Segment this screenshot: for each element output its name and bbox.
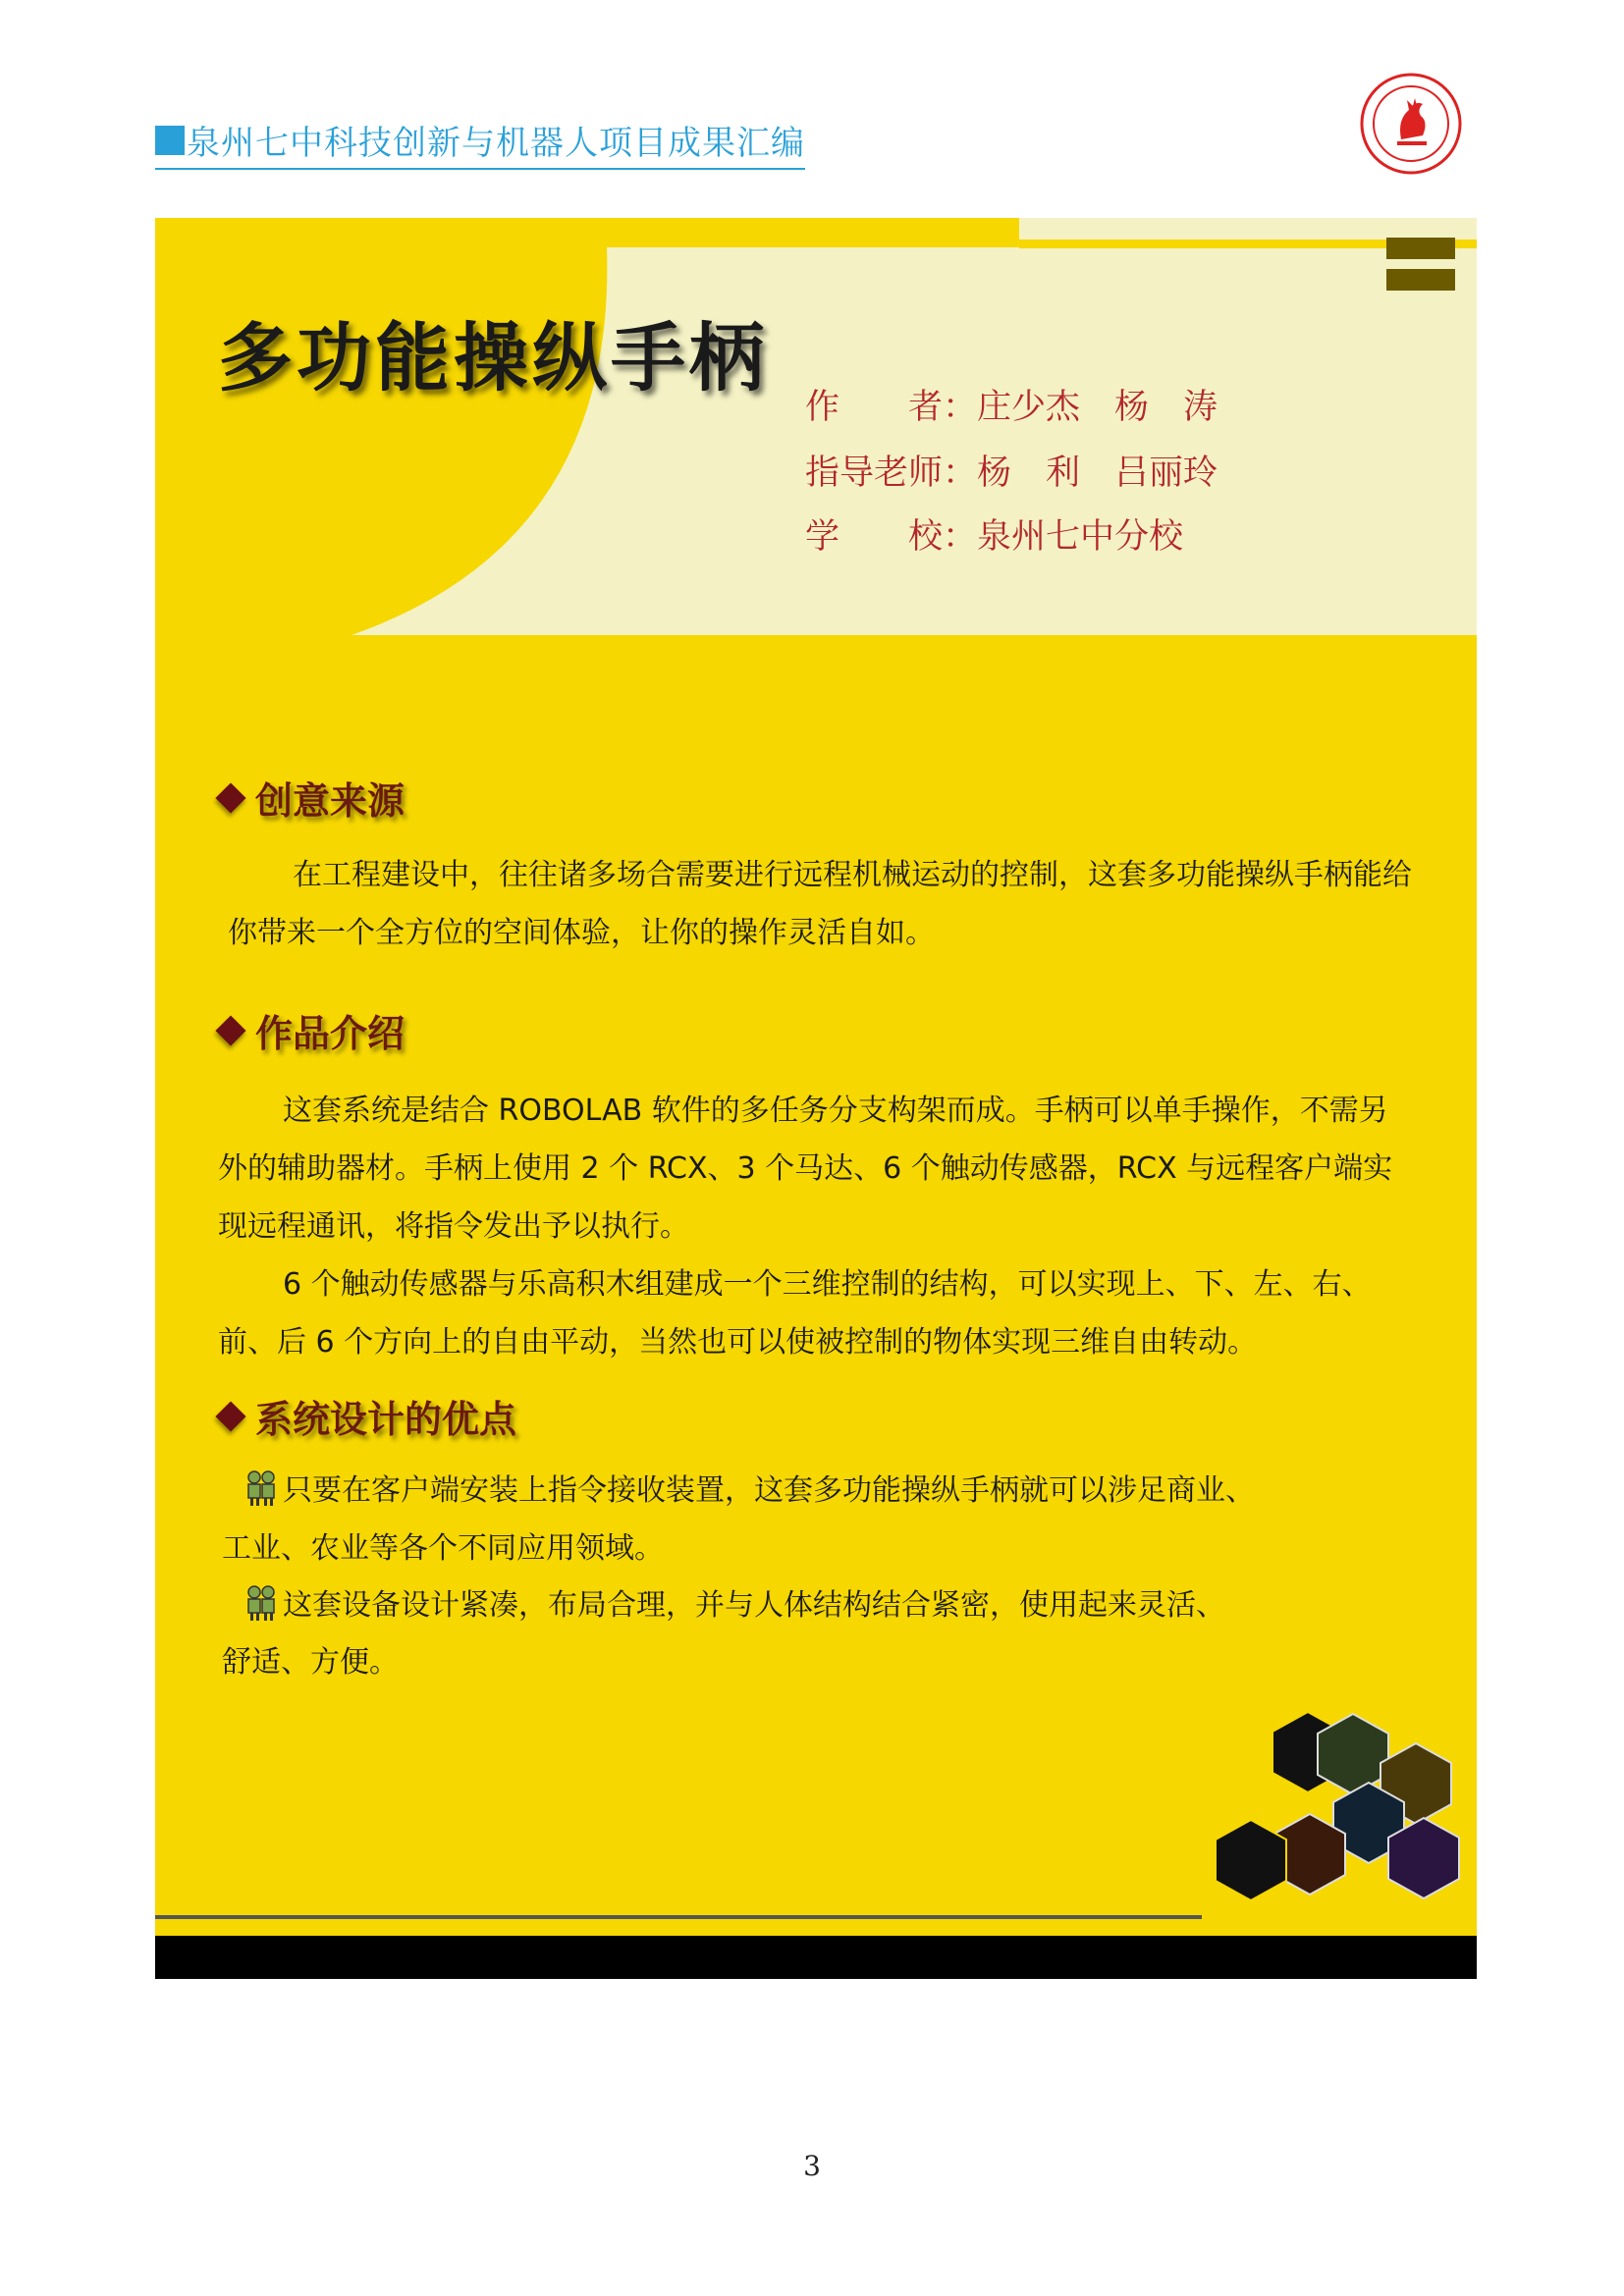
section-heading-text: 作品介绍 [255,1012,406,1055]
meta-label: 指导老师： [805,454,978,493]
paragraph: 6 个触动传感器与乐高积木组建成一个三维控制的结构，可以实现上、下、左、右、前、后 6 个方向上的自由平动，当然也可以使被控制的物体实现三维自由转动。 [218,1267,1372,1360]
advantage-item [244,1577,1422,1633]
hexagon-decoration [1216,1712,1471,1928]
meta-advisors [805,446,1218,495]
diamond-bullet-icon [215,1401,245,1431]
section-heading-text: 系统设计的优点 [255,1398,517,1441]
section-heading-introduction [214,1003,405,1057]
paragraph: 在工程建设中，往往诸多场合需要进行远程机械运动的控制，这套多功能操纵手柄能给你带来一个全方位的空间体验，让你的操作灵活自如。 [228,858,1412,950]
collection-header [155,116,805,170]
paragraph: 这套系统是结合 ROBOLAB 软件的多任务分支构架而成。手柄可以单手操作，不需另外的辅助器材。手柄上使用 2 个 RCX、3 个马达、6 个触动传感器，RCX 与远程客户端实现远程通讯，将指令发出予以执行。 [218,1094,1393,1244]
bottom-bar [155,1936,1477,1979]
meta-value: 庄少杰 杨 涛 [977,388,1218,427]
section-heading-advantages [214,1389,516,1443]
meta-label: 作 者： [805,388,978,427]
bottom-rule [155,1915,1202,1919]
school-logo-icon [1358,71,1464,177]
section-heading-inspiration [214,771,405,825]
advantage-text-cont: 工业、农业等各个不同应用领域。 [222,1531,664,1566]
people-icon [244,1583,279,1623]
advantage-text: 只要在客户端安装上指令接收装置，这套多功能操纵手柄就可以涉足商业、 [283,1473,1255,1508]
meta-label: 学 校： [805,517,978,557]
advantage-text-cont: 舒适、方便。 [222,1645,399,1680]
article-panel [155,218,1477,1979]
article-title: 多功能操纵手柄 [218,314,768,401]
advantage-item [244,1463,1422,1519]
advantage-text: 这套设备设计紧凑，布局合理，并与人体结构结合紧密，使用起来灵活、 [283,1588,1225,1623]
meta-authors [805,380,1218,429]
meta-value: 杨 利 吕丽玲 [977,454,1218,493]
meta-value: 泉州七中分校 [977,517,1184,557]
page-number: 3 [803,2150,821,2182]
diamond-bullet-icon [215,782,245,813]
meta-school [805,509,1183,559]
header-square-icon [155,126,185,155]
collection-title: 泉州七中科技创新与机器人项目成果汇编 [187,124,805,163]
section-heading-text: 创意来源 [255,779,406,823]
people-icon [244,1468,279,1508]
diamond-bullet-icon [215,1015,245,1045]
